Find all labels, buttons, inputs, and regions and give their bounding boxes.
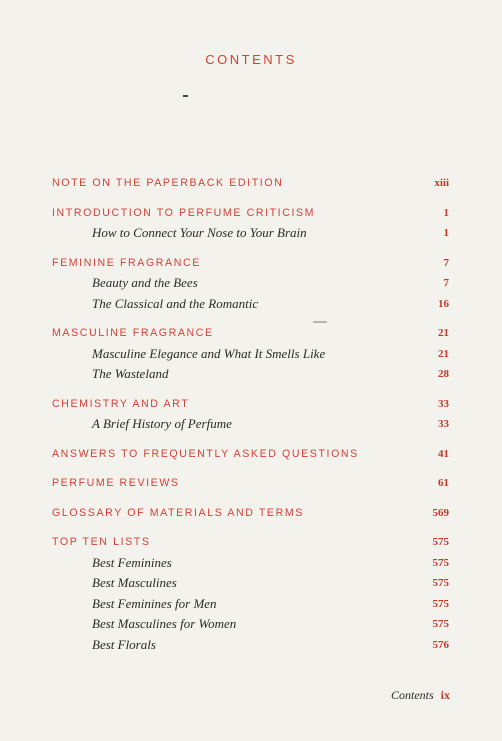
toc-entry-row[interactable] [52, 344, 449, 365]
toc-section [52, 444, 449, 465]
section-page-number: 61 [438, 477, 449, 490]
toc-entry-row[interactable] [52, 273, 449, 294]
table-of-contents [52, 173, 449, 664]
entry-title: Beauty and the Bees [92, 275, 198, 291]
toc-section-row[interactable] [52, 532, 449, 553]
toc-entry-row[interactable] [52, 614, 449, 635]
entry-page-number: 575 [432, 597, 449, 610]
toc-section [52, 323, 449, 385]
toc-section-row[interactable] [52, 173, 449, 194]
entry-page-number: 575 [432, 618, 449, 631]
entry-title: Best Masculines for Women [92, 616, 237, 632]
toc-section-row[interactable] [52, 444, 449, 465]
entry-page-number: 7 [443, 277, 449, 290]
section-title: MASCULINE FRAGRANCE [52, 327, 214, 340]
entry-page-number: 575 [432, 556, 449, 569]
section-title: CHEMISTRY AND ART [52, 397, 190, 410]
section-title: PERFUME REVIEWS [52, 477, 180, 490]
entry-title: The Classical and the Romantic [92, 295, 259, 311]
toc-section [52, 503, 449, 524]
section-page-number: 1 [443, 206, 449, 219]
section-page-number: 7 [443, 256, 449, 269]
entry-title: The Wasteland [92, 366, 169, 382]
toc-section-row[interactable] [52, 503, 449, 524]
page-title: CONTENTS [205, 52, 297, 67]
toc-section [52, 203, 449, 244]
entry-title: Best Florals [92, 636, 156, 652]
footer-page-number: ix [440, 688, 450, 702]
section-page-number: 569 [432, 506, 449, 519]
toc-entry-row[interactable] [52, 223, 449, 244]
toc-section [52, 253, 449, 315]
section-page-number: 21 [438, 327, 449, 340]
toc-section [52, 173, 449, 194]
ink-speck [183, 95, 188, 97]
section-title: NOTE ON THE PAPERBACK EDITION [52, 177, 284, 190]
entry-page-number: 575 [432, 577, 449, 590]
entry-page-number: 33 [438, 418, 449, 431]
entry-title: Best Feminines for Men [92, 595, 217, 611]
toc-section [52, 473, 449, 494]
entry-title: Best Masculines [92, 575, 177, 591]
entry-page-number: 21 [438, 347, 449, 360]
section-page-number: 33 [438, 397, 449, 410]
section-title: FEMININE FRAGRANCE [52, 256, 201, 269]
section-page-number: 41 [438, 447, 449, 460]
toc-entry-row[interactable] [52, 414, 449, 435]
toc-entry-row[interactable] [52, 635, 449, 656]
running-footer [391, 688, 450, 703]
entry-title: Masculine Elegance and What It Smells Like [92, 345, 326, 361]
entry-page-number: 28 [438, 368, 449, 381]
toc-entry-row[interactable] [52, 573, 449, 594]
section-title: TOP TEN LISTS [52, 536, 151, 549]
entry-page-number: 576 [432, 638, 449, 651]
section-page-number: xiii [434, 177, 449, 190]
entry-title: A Brief History of Perfume [92, 416, 232, 432]
entry-page-number: 1 [443, 227, 449, 240]
entry-title: How to Connect Your Nose to Your Brain [92, 225, 307, 241]
toc-section-row[interactable] [52, 253, 449, 274]
toc-entry-row[interactable] [52, 364, 449, 385]
toc-section-row[interactable] [52, 394, 449, 415]
toc-section-row[interactable] [52, 473, 449, 494]
entry-page-number: 16 [438, 297, 449, 310]
section-page-number: 575 [432, 536, 449, 549]
entry-title: Best Feminines [92, 554, 172, 570]
toc-section [52, 532, 449, 655]
toc-entry-row[interactable] [52, 594, 449, 615]
section-title: GLOSSARY OF MATERIALS AND TERMS [52, 506, 304, 519]
toc-entry-row[interactable] [52, 553, 449, 574]
section-title: ANSWERS TO FREQUENTLY ASKED QUESTIONS [52, 447, 359, 460]
toc-section-row[interactable] [52, 203, 449, 224]
section-title: INTRODUCTION TO PERFUME CRITICISM [52, 206, 316, 219]
toc-section-row[interactable] [52, 323, 449, 344]
toc-section [52, 394, 449, 435]
footer-label: Contents [390, 688, 434, 702]
toc-entry-row[interactable] [52, 294, 449, 315]
